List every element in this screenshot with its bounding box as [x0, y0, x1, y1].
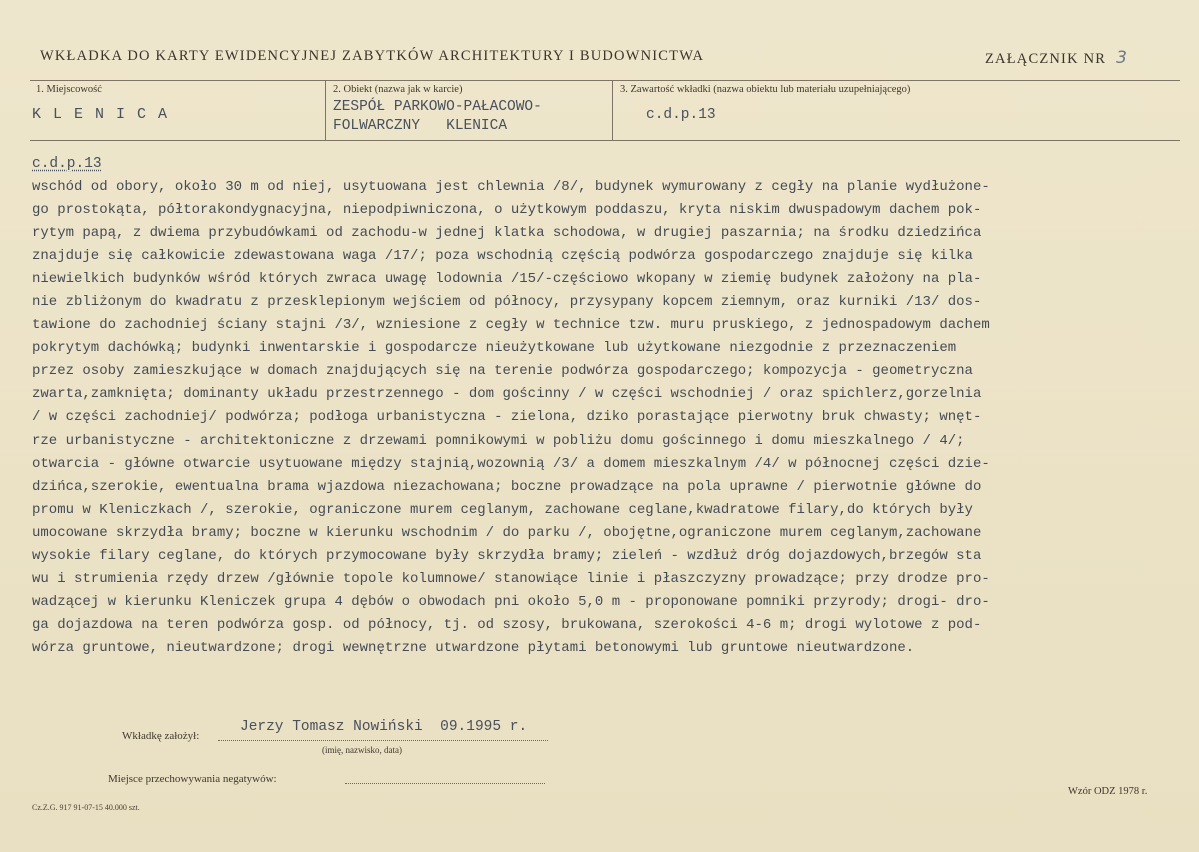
object-value-line-1: ZESPÓŁ PARKOWO-PAŁACOWO- — [333, 99, 542, 115]
annex-label-text: ZAŁĄCZNIK NR — [985, 51, 1107, 67]
inserted-by-value: Jerzy Tomasz Nowiński 09.1995 r. — [240, 719, 528, 735]
object-value-line-2: FOLWARCZNY KLENICA — [333, 118, 508, 134]
negatives-line — [345, 783, 545, 784]
annex-label — [985, 48, 1128, 68]
body-line: pokrytym dachówką; budynki inwentarskie i gospodarcze nieużytkowane lub użytkowane niezgodnie z przeznaczeniem — [32, 340, 957, 357]
body-text — [32, 176, 1182, 660]
body-line: przez osoby zamieszkujące w domach znajdujących się na terenie podwórza gospodarczego; kompozycja - geometryczna — [32, 363, 973, 380]
body-line: wschód od obory, około 30 m od niej, usytuowana jest chlewnia /8/, budynek wymurowany z cegły na planie wydłużone- — [32, 179, 990, 195]
header-rule-bottom — [30, 140, 1180, 141]
body-line: / w części zachodniej/ podwórza; podłoga urbanistyczna - zielona, dziko porastające pierwotny bruk chwasty; wnęt- — [32, 409, 982, 426]
body-line: ga dojazdowa na teren podwórza gosp. od północy, tj. od szosy, brukowana, szerokości 4-6 m; drogi wylotowe z pod- — [32, 616, 982, 633]
body-line: go prostokąta, półtorakondygnacyjna, niepodpiwniczona, o użytkowym poddaszu, kryta niskim dwuspadowym dachem pok- — [32, 202, 982, 219]
locality-label: 1. Miejscowość — [36, 84, 102, 95]
body-line: nie zbliżonym do kwadratu z przesklepionym wejściem od północy, przysypany kopcem ziemnym, oraz kurniki /13/ dos- — [32, 294, 982, 311]
body-line: znajduje się całkowicie zdewastowana waga /17/; poza wschodnią częścią podwórza gospodarczego znajduje się kilka — [32, 248, 973, 265]
template-note: Wzór ODZ 1978 r. — [1068, 786, 1148, 797]
content-value: c.d.p.13 — [646, 107, 716, 123]
object-value — [333, 98, 542, 136]
body-line: tawione do zachodniej ściany stajni /3/, wzniesione z cegły w technice tzw. muru pruskiego, z jednospadowym dachem — [32, 317, 990, 334]
body-line: wórza gruntowe, nieutwardzone; drogi wewnętrzne utwardzone płytami betonowymi lub gruntowe nieutwardzone. — [32, 639, 915, 656]
object-label: 2. Obiekt (nazwa jak w karcie) — [333, 84, 463, 95]
body-line: umocowane skrzydła bramy; boczne w kierunku wschodnim / do parku /, obojętne,ograniczone murem ceglanym,zachowane — [32, 524, 982, 541]
content-label: 3. Zawartość wkładki (nazwa obiektu lub materiału uzupełniającego) — [620, 84, 911, 95]
inserted-by-line — [218, 740, 548, 741]
body-line: otwarcia - główne otwarcie usytuowane między stajnią,wozownią /3/ a domem mieszkalnym /4/ w północnej części dzie- — [32, 455, 990, 472]
section-heading: c.d.p.13 — [32, 156, 102, 172]
body-line: niewielkich budynków wśród których zwraca uwagę lodownia /15/-częściowo wkopany w ziemię budynek założony na pla- — [32, 271, 982, 288]
print-note: Cz.Z.G. 917 91-07-15 40.000 szt. — [32, 803, 140, 812]
inserted-by-label: Wkładkę założył: — [122, 730, 200, 742]
body-line: wu i strumienia rzędy drzew /głównie topole kolumnowe/ stanowiące linie i płaszczyzny prowadzące; przy drodze pro- — [32, 570, 990, 587]
locality-value: KLENICA — [32, 106, 180, 123]
form-title: WKŁADKA DO KARTY EWIDENCYJNEJ ZABYTKÓW ARCHITEKTURY I BUDOWNICTWA — [40, 48, 705, 64]
annex-number: 3 — [1116, 48, 1129, 68]
header-rule-top — [30, 80, 1180, 81]
body-line: rytym papą, z dwiema przybudówkami od zachodu-w jednej klatka schodowa, w drugiej paszarnia; na środku dziedzińca — [32, 225, 982, 242]
inserted-by-caption: (imię, nazwisko, data) — [322, 745, 402, 755]
body-line: wadzącej w kierunku Kleniczek grupa 4 dębów o obwodach pni około 5,0 m - proponowane pomniki przyrody; drogi- dro- — [32, 593, 990, 610]
body-line: wysokie filary ceglane, do których przymocowane były skrzydła bramy; zieleń - wzdłuż dróg dojazdowych,brzegów sta — [32, 547, 982, 564]
header-divider-2 — [612, 80, 613, 140]
body-line: rze urbanistyczne - architektoniczne z drzewami pomnikowymi w pobliżu domu gościnnego i domu mieszkalnego / 4/; — [32, 432, 965, 449]
body-line: promu w Kleniczkach /, szerokie, ograniczone murem ceglanym, zachowane ceglane,kwadratowe filary,do których były — [32, 501, 973, 518]
body-line: dzińca,szerokie, ewentualna brama wjazdowa niezachowana; boczne prowadzące na pola uprawne / pierwotnie główne do — [32, 478, 982, 495]
header-divider-1 — [325, 80, 326, 140]
body-line: zwarta,zamknięta; dominanty układu przestrzennego - dom gościnny / w części wschodniej / oraz spichlerz,gorzelnia — [32, 386, 982, 403]
negatives-label: Miejsce przechowywania negatywów: — [108, 773, 277, 785]
